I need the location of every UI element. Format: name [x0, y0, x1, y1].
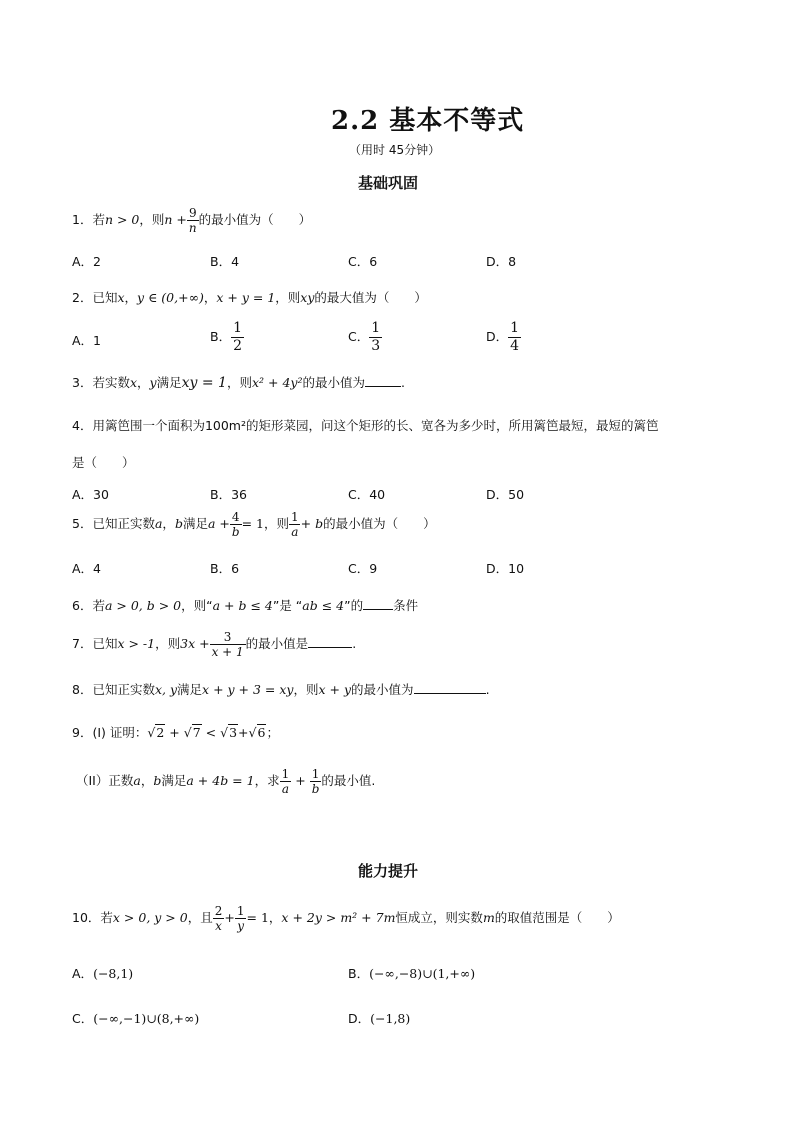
- q10-b-label: B．: [348, 966, 370, 981]
- q5-var-b: b: [174, 516, 183, 531]
- question-9-part-2: [76, 767, 375, 796]
- q7-f-num: 3: [223, 630, 232, 644]
- q8-condition: x + y + 3 = xy: [202, 682, 294, 697]
- q6-mid: ，则“: [181, 598, 213, 613]
- q2-c-label: C．: [348, 329, 370, 344]
- q2-b-num: 1: [233, 320, 242, 336]
- q6-lead: 6．若: [72, 598, 105, 613]
- q10-a-value: (−8,1): [93, 966, 134, 981]
- q10-condition: x > 0, y > 0: [112, 910, 188, 925]
- q2-b-label: B．: [210, 329, 232, 344]
- question-5: [72, 510, 436, 539]
- q3-tail: 的最小值为: [302, 375, 365, 390]
- q10-f2-den: y: [237, 919, 245, 933]
- q7-lead: 7．已知: [72, 636, 118, 651]
- q10-option-a: [72, 964, 133, 982]
- q5-var-a: a: [154, 516, 163, 531]
- q10-c-label: C．: [72, 1011, 94, 1026]
- q1-frac-den: n: [188, 221, 197, 235]
- q6-mid2: ”是 “: [272, 598, 303, 613]
- q1-option-a: A．2: [72, 254, 102, 269]
- q2-option-a: A．1: [72, 333, 102, 348]
- q5-lead: 5．已知正实数: [72, 516, 155, 531]
- q5-f1-num: 4: [231, 510, 240, 524]
- q1-expr: n +: [164, 212, 187, 227]
- q6-expr-2: ab ≤ 4: [302, 598, 345, 613]
- q6-condition: a > 0, b > 0: [104, 598, 182, 613]
- q6-answer-blank[interactable]: [363, 597, 393, 610]
- q2-d-num: 1: [510, 320, 520, 336]
- q7-fraction: [210, 630, 246, 659]
- q2-option-c: [348, 320, 382, 355]
- q5-expr-b: + b: [300, 516, 324, 531]
- q2-d-den: 4: [510, 338, 520, 354]
- q2-lead: 2．已知: [72, 290, 118, 305]
- q5-option-b: B．6: [210, 561, 240, 576]
- q9-f2-num: 1: [311, 767, 320, 781]
- q10-f1-den: x: [215, 919, 222, 933]
- q9-fraction-1: [280, 767, 292, 796]
- q2-xy: xy: [300, 290, 315, 305]
- q5-cond-lead: 满足: [182, 516, 208, 531]
- q7-tail: 的最小值是: [245, 636, 309, 651]
- question-6: [72, 596, 418, 614]
- q8-cond-lead: 满足: [177, 682, 203, 697]
- q1-option-b: B．4: [210, 254, 240, 269]
- q10-plus: +: [224, 910, 235, 925]
- q9-sep: ，: [140, 773, 154, 788]
- q8-answer-blank[interactable]: [414, 681, 486, 694]
- q3-cond-lead: 满足: [156, 375, 182, 390]
- q7-mid: ，则: [155, 636, 181, 651]
- q2-c-num: 1: [371, 320, 381, 336]
- q10-mid2: 恒成立，则实数: [395, 910, 483, 925]
- q3-expression: x² + 4y²: [251, 375, 303, 390]
- q5-f2-num: 1: [290, 510, 299, 524]
- question-10: [72, 904, 620, 933]
- q10-f1-num: 2: [214, 904, 223, 918]
- time-note: （用时 45分钟）: [349, 143, 441, 157]
- q9-f1-num: 1: [281, 767, 290, 781]
- sqrt-7-radicand: 7: [192, 725, 201, 740]
- q10-a-label: A．: [72, 966, 94, 981]
- q9-2-tail: 的最小值.: [321, 773, 376, 788]
- q9-mid: ，求: [254, 773, 280, 788]
- q3-mid: ，则: [226, 375, 252, 390]
- q2-option-b: [210, 320, 244, 355]
- q3-var-x: x: [129, 375, 138, 390]
- q9-var-a: a: [133, 773, 141, 788]
- q10-sep: ，: [268, 910, 282, 925]
- q10-fraction-1: [213, 904, 225, 933]
- q9-var-b: b: [153, 773, 162, 788]
- q1-fraction: [187, 206, 199, 235]
- q7-condition: x > -1: [117, 636, 156, 651]
- q7-f-den: x + 1: [211, 645, 244, 659]
- q2-d-label: D．: [486, 329, 509, 344]
- q2-b-fraction: [231, 320, 244, 355]
- page-title: 2.2 基本不等式: [331, 106, 525, 136]
- q4-option-b: B．36: [210, 487, 247, 502]
- q1-option-d: D．8: [486, 254, 517, 269]
- q5-sep: ，: [162, 516, 175, 531]
- q7-answer-blank[interactable]: [308, 635, 352, 648]
- q9-plus-1: +: [169, 725, 180, 740]
- q9-2-lead: （II）正数: [76, 773, 134, 788]
- q8-mid: ，则: [293, 682, 319, 697]
- question-4-line2: 是（ ）: [72, 455, 135, 470]
- q8-lead: 8．已知正实数: [72, 682, 155, 697]
- q3-condition: xy = 1: [181, 375, 227, 391]
- q10-option-b: [348, 964, 475, 982]
- q5-option-c: C．9: [348, 561, 378, 576]
- q9-condition: a + 4b = 1: [186, 773, 255, 788]
- q9-plus: +: [295, 773, 306, 788]
- q2-c-den: 3: [371, 338, 381, 354]
- q4-option-d: D．50: [486, 487, 525, 502]
- q9-fraction-2: [310, 767, 322, 796]
- q5-fraction-1: [230, 510, 242, 539]
- q9-f1-den: a: [281, 782, 289, 796]
- q1-condition: n > 0: [104, 212, 140, 227]
- q2-option-d: [486, 320, 521, 355]
- sqrt-3: √3: [220, 725, 238, 740]
- q5-option-d: D．10: [486, 561, 525, 576]
- q8-tail: 的最小值为: [351, 682, 414, 697]
- question-4-line1: 4．用篱笆围一个面积为100m²的矩形菜园，问这个矩形的长、宽各为多少时，所用篱笆最短，最短的篱笆: [72, 418, 659, 433]
- question-7: [72, 630, 356, 659]
- q8-end: .: [485, 682, 490, 697]
- q3-lead: 3．若实数: [72, 375, 130, 390]
- q8-expr: x + y: [318, 682, 352, 697]
- q5-mid: ，则: [263, 516, 289, 531]
- q8-vars: x, y: [154, 682, 178, 697]
- sqrt-2-radicand: 2: [156, 725, 165, 740]
- q6-mid3: ”的: [344, 598, 364, 613]
- q10-f2-num: 1: [236, 904, 245, 918]
- q9-f2-den: b: [311, 782, 320, 796]
- q10-fraction-2: [235, 904, 247, 933]
- q9-plus-2: +: [238, 725, 249, 740]
- sqrt-2: √2: [147, 725, 165, 740]
- q7-end: .: [352, 636, 357, 651]
- q2-c-fraction: [369, 320, 382, 355]
- q1-frac-num: 9: [188, 206, 197, 220]
- q5-tail: 的最小值为（ ）: [323, 516, 436, 531]
- q2-sum: x + y = 1: [216, 290, 276, 305]
- question-2: [72, 288, 427, 306]
- q2-sep-2: ，: [203, 290, 217, 305]
- question-8: [72, 680, 490, 698]
- q2-mid: ，则: [275, 290, 301, 305]
- q9-cond-lead: 满足: [161, 773, 187, 788]
- q10-tail: 的取值范围是（ ）: [494, 910, 620, 925]
- q1-lead: 1．若: [72, 212, 105, 227]
- q2-sep: ，: [124, 290, 138, 305]
- q1-mid: ，则: [139, 212, 165, 227]
- q4-option-c: C．40: [348, 487, 386, 502]
- q4-option-a: A．30: [72, 487, 109, 502]
- sqrt-3-radicand: 3: [229, 725, 238, 740]
- q10-inequality: x + 2y > m² + 7m: [281, 910, 396, 925]
- question-3: [72, 373, 405, 391]
- q10-b-value: (−∞,−8)∪(1,+∞): [369, 966, 476, 981]
- q10-option-d: [348, 1009, 410, 1027]
- q10-eq: = 1: [246, 910, 269, 925]
- q1-tail: 的最小值为（ ）: [198, 212, 312, 227]
- q10-d-value: (−1,8): [370, 1011, 411, 1026]
- q3-answer-blank[interactable]: [365, 374, 401, 387]
- q10-var-m: m: [482, 910, 495, 925]
- q5-eq: = 1: [241, 516, 264, 531]
- q5-expr-a: a +: [207, 516, 230, 531]
- section-basic: 基础巩固: [358, 174, 419, 192]
- sqrt-6: √6: [248, 725, 266, 740]
- q10-option-c: [72, 1009, 199, 1027]
- q5-fraction-2: [289, 510, 301, 539]
- q9-1-end: ；: [266, 725, 279, 740]
- q2-b-den: 2: [233, 338, 242, 354]
- q2-domain: y ∈ (0,+∞): [137, 290, 204, 305]
- q5-f1-den: b: [231, 525, 240, 539]
- q1-option-c: C．6: [348, 254, 378, 269]
- q6-tail: 条件: [393, 598, 419, 613]
- q3-var-y: y: [149, 375, 157, 390]
- q10-c-value: (−∞,−1)∪(8,+∞): [93, 1011, 200, 1026]
- q2-tail: 的最大值为（ ）: [314, 290, 427, 305]
- q6-expr-1: a + b ≤ 4: [212, 598, 273, 613]
- question-9-part-1: [72, 723, 279, 741]
- q7-expr: 3x +: [180, 636, 210, 651]
- sqrt-6-radicand: 6: [257, 725, 266, 740]
- q9-less-than: <: [205, 725, 217, 740]
- section-ability: 能力提升: [358, 862, 419, 880]
- sqrt-7: √7: [183, 725, 201, 740]
- q2-d-fraction: [508, 320, 521, 355]
- q5-option-a: A．4: [72, 561, 102, 576]
- q10-mid: ，且: [187, 910, 213, 925]
- q9-1-lead: 9．(I) 证明：: [72, 725, 148, 740]
- q10-d-label: D．: [348, 1011, 371, 1026]
- q5-f2-den: a: [291, 525, 299, 539]
- q2-var-x: x: [117, 290, 125, 305]
- q3-end: .: [401, 375, 405, 390]
- q3-sep: ，: [137, 375, 150, 390]
- q10-lead: 10．若: [72, 910, 113, 925]
- question-1: [72, 206, 311, 235]
